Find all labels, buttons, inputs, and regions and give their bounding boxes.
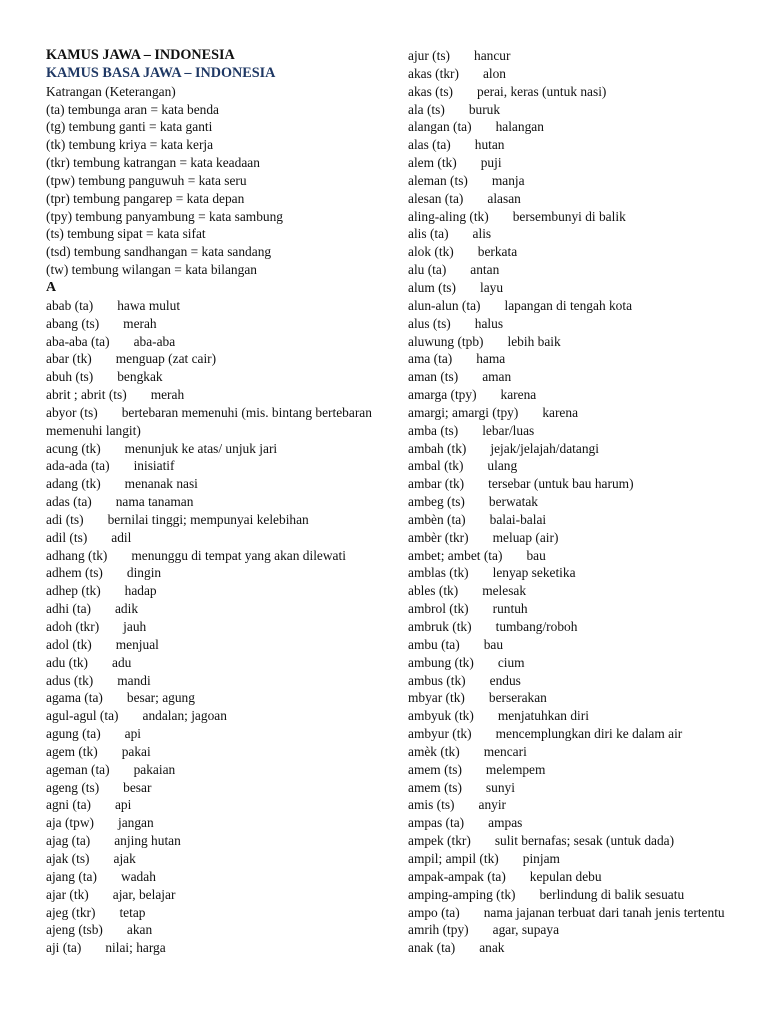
- entry-definition: layu: [479, 279, 504, 295]
- entry-definition: hama: [476, 351, 506, 367]
- entry-definition: melesak: [482, 583, 527, 599]
- entry-definition: nilai; harga: [105, 940, 166, 956]
- entry-definition: ajak: [113, 850, 136, 866]
- dictionary-entry: [46, 564, 376, 582]
- entry-definition: aba-aba: [133, 333, 176, 349]
- dictionary-entry: [408, 850, 748, 868]
- entry-term: agung (ta): [46, 726, 101, 742]
- entry-definition: halus: [474, 315, 504, 331]
- dictionary-entry: [408, 672, 748, 690]
- dictionary-entry: [46, 886, 376, 904]
- entry-term: alum (ts): [408, 279, 456, 295]
- dictionary-entry: [408, 47, 748, 65]
- entry-term: ampo (ta): [408, 904, 460, 920]
- entry-term: ambah (tk): [408, 440, 467, 456]
- entry-definition: ulang: [487, 458, 518, 474]
- entry-definition: berserakan: [488, 690, 547, 706]
- entry-definition: antan: [470, 262, 500, 278]
- entry-definition: lebih baik: [507, 333, 561, 349]
- legend-item: (tw) tembung wilangan = kata bilangan: [46, 262, 257, 278]
- entry-term: ambu (ta): [408, 636, 460, 652]
- dictionary-entry: [408, 564, 748, 582]
- dictionary-entry: [46, 404, 376, 440]
- entry-definition: agar, supaya: [492, 922, 560, 938]
- entry-term: abrit ; abrit (ts): [46, 387, 127, 403]
- dictionary-entry: [46, 386, 376, 404]
- dictionary-entry: [408, 886, 748, 904]
- legend-item: (tpy) tembung panyambung = kata sambung: [46, 208, 284, 224]
- dictionary-entry: [408, 386, 748, 404]
- entry-definition: anyir: [478, 797, 507, 813]
- entry-term: ambyur (tk): [408, 726, 472, 742]
- dictionary-entry: [46, 672, 376, 690]
- entry-term: ajeg (tkr): [46, 904, 96, 920]
- dictionary-entry: [46, 511, 376, 529]
- dictionary-entry: [408, 529, 748, 547]
- entry-definition: lenyap seketika: [492, 565, 576, 581]
- entry-term: abar (tk): [46, 351, 92, 367]
- dictionary-entry: [408, 65, 748, 83]
- entry-definition: lapangan di tengah kota: [504, 297, 633, 313]
- entry-term: adhi (ta): [46, 601, 91, 617]
- entry-definition: cium: [497, 654, 525, 670]
- entry-term: ambet; ambet (ta): [408, 547, 503, 563]
- dictionary-entry: [46, 618, 376, 636]
- entry-term: adol (tk): [46, 636, 92, 652]
- document-title: KAMUS JAWA – INDONESIA: [46, 47, 235, 63]
- entry-definition: akan: [126, 922, 153, 938]
- entry-definition: jauh: [123, 619, 147, 634]
- entry-term: adoh (tkr): [46, 619, 100, 634]
- dictionary-entry: [408, 814, 748, 832]
- entry-term: ampek (tkr): [408, 833, 471, 849]
- section-letter: A: [46, 279, 57, 295]
- dictionary-entry: [408, 832, 748, 850]
- right-entry-list: [408, 47, 748, 957]
- entry-term: alesan (ta): [408, 190, 464, 206]
- entry-term: ambrol (tk): [408, 601, 469, 617]
- entry-term: amrih (tpy): [408, 922, 469, 938]
- entry-term: amem (ts): [408, 779, 462, 795]
- entry-definition: tersebar (untuk bau harum): [488, 476, 634, 492]
- entry-definition: bertebaran memenuhi (mis. bintang bertebaran memenuhi langit): [46, 404, 372, 438]
- entry-definition: mencemplungkan diri ke dalam air: [495, 726, 683, 742]
- entry-term: ampil; ampil (tk): [408, 850, 499, 866]
- entry-term: amargi; amargi (tpy): [408, 404, 519, 420]
- entry-definition: puji: [480, 155, 502, 171]
- entry-term: ampak-ampak (ta): [408, 868, 506, 884]
- dictionary-entry: [408, 904, 748, 922]
- dictionary-entry: [408, 761, 748, 779]
- dictionary-entry: [408, 422, 748, 440]
- entry-definition: nama jajanan terbuat dari tanah jenis tertentu: [483, 904, 725, 920]
- entry-term: ables (tk): [408, 583, 459, 599]
- entry-definition: sunyi: [485, 779, 515, 795]
- entry-definition: nama tanaman: [115, 494, 194, 510]
- entry-term: amem (ts): [408, 761, 462, 777]
- legend-item: (tpw) tembung panguwuh = kata seru: [46, 172, 247, 188]
- entry-definition: perai, keras (untuk nasi): [477, 83, 607, 99]
- dictionary-entry: [408, 689, 748, 707]
- dictionary-entry: [46, 868, 376, 886]
- entry-definition: mencari: [483, 743, 527, 759]
- dictionary-entry: [408, 636, 748, 654]
- left-column: [46, 47, 376, 957]
- entry-definition: wadah: [120, 868, 156, 884]
- dictionary-entry: [408, 654, 748, 672]
- entry-definition: karena: [542, 404, 579, 420]
- entry-term: acung (tk): [46, 440, 101, 456]
- entry-term: alun-alun (ta): [408, 297, 481, 313]
- entry-term: ada-ada (ta): [46, 458, 110, 474]
- entry-term: aling-aling (tk): [408, 208, 489, 224]
- entry-term: akas (ts): [408, 83, 453, 99]
- entry-definition: bau: [483, 636, 504, 652]
- entry-definition: jangan: [117, 815, 154, 831]
- entry-definition: aman: [482, 369, 512, 385]
- legend-item: (tg) tembung ganti = kata ganti: [46, 119, 213, 135]
- entry-term: aleman (ts): [408, 172, 468, 188]
- entry-definition: menunggu di tempat yang akan dilewati: [131, 547, 346, 563]
- dictionary-entry: [408, 83, 748, 101]
- dictionary-entry: [46, 475, 376, 493]
- dictionary-entry: [408, 404, 748, 422]
- entry-term: adhep (tk): [46, 583, 101, 599]
- entry-definition: dingin: [126, 565, 162, 581]
- entry-term: agem (tk): [46, 743, 98, 759]
- entry-term: adu (tk): [46, 654, 89, 670]
- entry-definition: hadap: [124, 583, 157, 599]
- legend-item: (tsd) tembung sandhangan = kata sandang: [46, 244, 272, 260]
- entry-definition: andalan; jagoan: [142, 708, 227, 724]
- legend-item: (ta) tembunga aran = kata benda: [46, 101, 219, 117]
- entry-definition: lebar/luas: [482, 422, 535, 438]
- entry-term: adi (ts): [46, 511, 84, 527]
- entry-term: agul-agul (ta): [46, 708, 119, 724]
- entry-definition: ampas: [488, 815, 523, 831]
- entry-definition: bernilai tinggi; mempunyai kelebihan: [107, 511, 309, 527]
- dictionary-entry: [408, 243, 748, 261]
- entry-definition: menguap (zat cair): [115, 351, 217, 367]
- entry-definition: pakai: [121, 743, 151, 759]
- entry-definition: endus: [489, 672, 521, 688]
- dictionary-entry: [408, 725, 748, 743]
- entry-definition: bengkak: [117, 369, 163, 385]
- dictionary-entry: [408, 779, 748, 797]
- entry-term: ajang (ta): [46, 868, 97, 884]
- dictionary-entry: [408, 350, 748, 368]
- entry-definition: anjing hutan: [114, 833, 181, 849]
- dictionary-entry: [46, 904, 376, 922]
- dictionary-entry: [408, 707, 748, 725]
- entry-definition: merah: [123, 315, 157, 331]
- legend-item: (ts) tembung sipat = kata sifat: [46, 226, 206, 242]
- entry-definition: menanak nasi: [124, 476, 198, 492]
- legend-item: (tkr) tembung katrangan = kata keadaan: [46, 155, 260, 171]
- entry-term: amba (ts): [408, 422, 459, 438]
- dictionary-entry: [46, 832, 376, 850]
- dictionary-entry: [408, 440, 748, 458]
- dictionary-entry: [46, 796, 376, 814]
- dictionary-entry: [46, 297, 376, 315]
- entry-term: ageman (ta): [46, 761, 110, 777]
- dictionary-entry: [46, 707, 376, 725]
- entry-term: aluwung (tpb): [408, 333, 484, 349]
- entry-term: amping-amping (tk): [408, 886, 516, 902]
- dictionary-entry: [408, 921, 748, 939]
- entry-term: adas (ta): [46, 494, 92, 510]
- entry-definition: inisiatif: [133, 458, 175, 474]
- dictionary-entry: [408, 279, 748, 297]
- entry-definition: besar; agung: [126, 690, 195, 706]
- entry-term: aja (tpw): [46, 815, 94, 831]
- entry-term: ambus (tk): [408, 672, 466, 688]
- dictionary-entry: [408, 939, 748, 957]
- entry-term: ambèr (tkr): [408, 529, 469, 545]
- entry-definition: menjatuhkan diri: [497, 708, 589, 724]
- dictionary-entry: [46, 493, 376, 511]
- dictionary-entry: [408, 743, 748, 761]
- dictionary-entry: [408, 475, 748, 493]
- entry-definition: manja: [491, 172, 525, 188]
- entry-term: mbyar (tk): [408, 690, 465, 706]
- entry-definition: jejak/jelajah/datangi: [490, 440, 599, 456]
- entry-term: ajeng (tsb): [46, 922, 103, 938]
- entry-term: aman (ts): [408, 369, 459, 385]
- dictionary-entry: [46, 529, 376, 547]
- left-entry-list: [46, 297, 376, 957]
- entry-term: amèk (tk): [408, 743, 460, 759]
- entry-term: abang (ts): [46, 315, 100, 331]
- entry-definition: buruk: [468, 101, 501, 117]
- entry-definition: bersembunyi di balik: [512, 208, 626, 224]
- entry-definition: pinjam: [522, 850, 560, 866]
- entry-definition: melempem: [485, 761, 546, 777]
- entry-term: agama (ta): [46, 690, 103, 706]
- dictionary-entry: [46, 814, 376, 832]
- dictionary-entry: [46, 636, 376, 654]
- dictionary-entry: [46, 440, 376, 458]
- entry-term: alangan (ta): [408, 119, 472, 135]
- entry-term: ageng (ts): [46, 779, 100, 795]
- dictionary-entry: [408, 547, 748, 565]
- entry-term: ama (ta): [408, 351, 453, 367]
- entry-definition: runtuh: [492, 601, 528, 617]
- entry-term: adhem (ts): [46, 565, 103, 581]
- entry-definition: mandi: [117, 672, 151, 688]
- entry-definition: tumbang/roboh: [495, 619, 578, 634]
- dictionary-entry: [408, 297, 748, 315]
- dictionary-entry: [408, 868, 748, 886]
- dictionary-entry: [46, 725, 376, 743]
- legend-item: (tk) tembung kriya = kata kerja: [46, 137, 214, 153]
- entry-term: ambyuk (tk): [408, 708, 474, 724]
- entry-definition: adu: [112, 654, 132, 670]
- legend-heading: Katrangan (Keterangan): [46, 83, 176, 99]
- entry-term: amarga (tpy): [408, 387, 477, 403]
- entry-term: abuh (ts): [46, 369, 94, 385]
- dictionary-entry: [408, 261, 748, 279]
- dictionary-entry: [408, 600, 748, 618]
- dictionary-entry: [408, 190, 748, 208]
- entry-term: ajag (ta): [46, 833, 91, 849]
- entry-term: amblas (tk): [408, 565, 469, 581]
- entry-term: ambal (tk): [408, 458, 464, 474]
- entry-definition: ajar, belajar: [112, 886, 176, 902]
- entry-definition: alon: [482, 65, 506, 81]
- entry-term: adhang (tk): [46, 547, 108, 563]
- entry-definition: api: [124, 726, 142, 742]
- entry-definition: kepulan debu: [529, 868, 602, 884]
- dictionary-entry: [408, 225, 748, 243]
- dictionary-entry: [46, 689, 376, 707]
- dictionary-entry: [408, 493, 748, 511]
- entry-definition: alasan: [487, 190, 521, 206]
- dictionary-entry: [408, 333, 748, 351]
- dictionary-entry: [46, 921, 376, 939]
- dictionary-entry: [46, 761, 376, 779]
- entry-definition: bau: [526, 547, 546, 563]
- entry-term: ampas (ta): [408, 815, 465, 831]
- dictionary-entry: [408, 796, 748, 814]
- dictionary-entry: [46, 654, 376, 672]
- entry-definition: alis: [472, 226, 492, 242]
- dictionary-entry: [408, 457, 748, 475]
- entry-term: abab (ta): [46, 297, 94, 313]
- document-subtitle: KAMUS BASA JAWA – INDONESIA: [46, 64, 276, 81]
- entry-term: alas (ta): [408, 137, 451, 153]
- dictionary-entry: [46, 315, 376, 333]
- entry-definition: karena: [500, 387, 537, 403]
- dictionary-entry: [408, 118, 748, 136]
- entry-definition: berwatak: [488, 494, 538, 510]
- entry-term: alok (tk): [408, 244, 454, 260]
- dictionary-entry: [408, 368, 748, 386]
- entry-term: alis (ta): [408, 226, 449, 242]
- entry-definition: adik: [114, 601, 139, 617]
- entry-definition: hutan: [474, 137, 505, 153]
- entry-term: anak (ta): [408, 940, 456, 956]
- dictionary-entry: [46, 582, 376, 600]
- entry-definition: sulit bernafas; sesak (untuk dada): [494, 833, 675, 849]
- entry-term: ala (ts): [408, 101, 445, 117]
- dictionary-entry: [46, 743, 376, 761]
- entry-definition: hawa mulut: [117, 297, 181, 313]
- entry-definition: balai-balai: [489, 511, 547, 527]
- dictionary-entry: [408, 511, 748, 529]
- dictionary-entry: [408, 315, 748, 333]
- entry-term: ambung (tk): [408, 654, 474, 670]
- dictionary-entry: [46, 779, 376, 797]
- entry-definition: menunjuk ke atas/ unjuk jari: [124, 440, 278, 456]
- entry-definition: hancur: [474, 48, 511, 63]
- dictionary-entry: [408, 582, 748, 600]
- entry-term: amis (ts): [408, 797, 455, 813]
- entry-term: ambruk (tk): [408, 619, 472, 634]
- entry-term: aji (ta): [46, 940, 82, 956]
- dictionary-entry: [408, 136, 748, 154]
- entry-term: agni (ta): [46, 797, 91, 813]
- dictionary-entry: [408, 154, 748, 172]
- entry-term: aba-aba (ta): [46, 333, 110, 349]
- entry-definition: meluap (air): [492, 529, 559, 545]
- entry-term: akas (tkr): [408, 65, 459, 81]
- dictionary-entry: [46, 368, 376, 386]
- dictionary-entry: [46, 350, 376, 368]
- entry-term: adus (tk): [46, 672, 94, 688]
- entry-term: ajak (ts): [46, 850, 90, 866]
- entry-term: alem (tk): [408, 155, 457, 171]
- entry-term: ambeg (ts): [408, 494, 465, 510]
- entry-term: abyor (ts): [46, 404, 98, 420]
- entry-term: adang (tk): [46, 476, 101, 492]
- right-column: [408, 47, 748, 957]
- entry-term: alus (ts): [408, 315, 451, 331]
- entry-definition: berkata: [477, 244, 518, 260]
- dictionary-entry: [408, 618, 748, 636]
- dictionary-entry: [408, 172, 748, 190]
- entry-definition: merah: [150, 387, 185, 403]
- entry-definition: halangan: [495, 119, 544, 135]
- dictionary-entry: [408, 208, 748, 226]
- dictionary-entry: [46, 547, 376, 565]
- entry-term: ambèn (ta): [408, 511, 466, 527]
- dictionary-entry: [46, 457, 376, 475]
- dictionary-entry: [46, 600, 376, 618]
- legend-list: [46, 101, 376, 279]
- legend-item: (tpr) tembung pangarep = kata depan: [46, 190, 245, 206]
- entry-definition: menjual: [115, 636, 159, 652]
- entry-term: adil (ts): [46, 529, 88, 545]
- entry-definition: pakaian: [133, 761, 176, 777]
- entry-definition: besar: [123, 779, 152, 795]
- entry-definition: adil: [111, 529, 132, 545]
- dictionary-entry: [46, 333, 376, 351]
- entry-definition: api: [114, 797, 132, 813]
- entry-definition: anak: [479, 940, 505, 956]
- dictionary-entry: [46, 850, 376, 868]
- dictionary-entry: [408, 101, 748, 119]
- entry-definition: tetap: [119, 904, 146, 920]
- entry-term: alu (ta): [408, 262, 447, 278]
- entry-term: ajur (ts): [408, 48, 451, 63]
- dictionary-entry: [46, 939, 376, 957]
- entry-term: ajar (tk): [46, 886, 89, 902]
- entry-term: ambar (tk): [408, 476, 465, 492]
- entry-definition: berlindung di balik sesuatu: [539, 886, 685, 902]
